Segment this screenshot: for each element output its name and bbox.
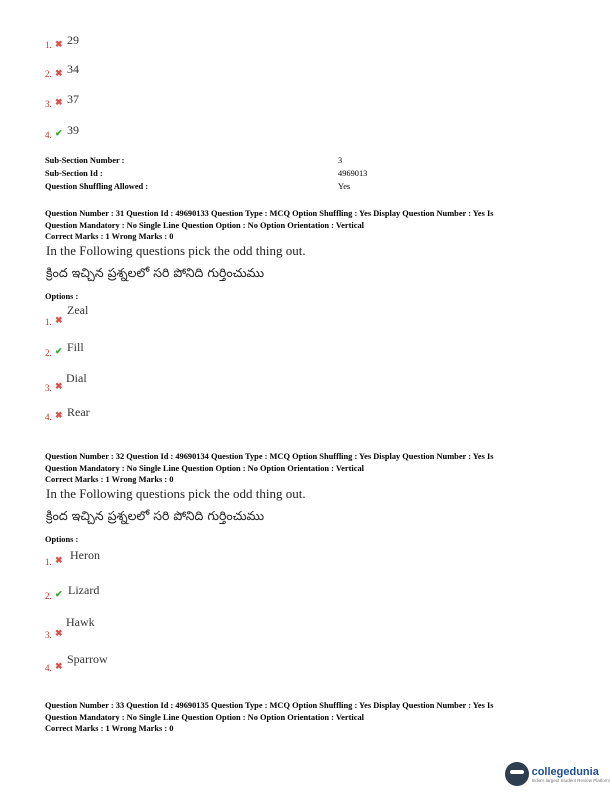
option-number: 2. — [45, 591, 52, 601]
question-text-telugu: క్రింద ఇచ్చిన ప్రశ్నలలో సరి పోనిది గుర్తించుము — [46, 265, 265, 280]
logo-text — [532, 766, 610, 783]
correct-mark-icon: ✔ — [55, 128, 63, 138]
question-text-english: In the Following questions pick the odd thing out. — [46, 243, 306, 258]
wrong-mark-icon: ✖ — [55, 381, 63, 391]
options-label: Options : — [45, 535, 79, 544]
correct-mark-icon: ✔ — [55, 346, 63, 356]
option-text: 37 — [67, 92, 79, 106]
option-number: 1. — [45, 40, 52, 50]
question-marks: Correct Marks : 1 Wrong Marks : 0 — [45, 475, 174, 484]
question-header-line: Question Mandatory : No Single Line Question Option : No Option Orientation : Vertical — [45, 712, 364, 722]
wrong-mark-icon: ✖ — [55, 661, 63, 671]
option-text: Rear — [67, 405, 90, 419]
option-number: 2. — [45, 348, 52, 358]
option-text: Fill — [67, 340, 84, 354]
option-text: Hawk — [66, 615, 95, 629]
shuffle-label: Question Shuffling Allowed : — [45, 182, 149, 191]
option-number: 4. — [45, 663, 52, 673]
question-header-line: Question Number : 32 Question Id : 49690134 Question Type : MCQ Option Shuffling : Yes Display Question Number : Yes Is — [45, 452, 494, 461]
subsection-number-label: Sub-Section Number : — [45, 156, 125, 165]
option-text: 39 — [67, 123, 79, 137]
question-header — [45, 700, 605, 735]
question-header — [45, 208, 605, 243]
option-text: 29 — [67, 33, 79, 47]
wrong-mark-icon: ✖ — [55, 97, 63, 107]
question-marks: Correct Marks : 1 Wrong Marks : 0 — [45, 724, 174, 733]
wrong-mark-icon: ✖ — [55, 39, 63, 49]
subsection-id-label: Sub-Section Id : — [45, 169, 103, 178]
question-header-line: Question Mandatory : No Single Line Question Option : No Option Orientation : Vertical — [45, 463, 364, 473]
option-number: 3. — [45, 630, 52, 640]
options-label: Options : — [45, 292, 79, 301]
wrong-mark-icon: ✖ — [55, 555, 63, 565]
wrong-mark-icon: ✖ — [55, 68, 63, 78]
question-header-line: Question Mandatory : No Single Line Question Option : No Option Orientation : Vertical — [45, 220, 364, 230]
question-text-telugu: క్రింద ఇచ్చిన ప్రశ్నలలో సరి పోనిది గుర్తించుము — [46, 508, 265, 523]
collegedunia-logo — [505, 762, 610, 786]
option-text: Heron — [70, 548, 100, 562]
option-number: 4. — [45, 412, 52, 422]
option-text: Sparrow — [67, 652, 108, 666]
question-header-line: Question Number : 31 Question Id : 49690133 Question Type : MCQ Option Shuffling : Yes Display Question Number : Yes Is — [45, 209, 494, 218]
option-number: 3. — [45, 383, 52, 393]
wrong-mark-icon: ✖ — [55, 315, 63, 325]
option-number: 3. — [45, 99, 52, 109]
option-text: Lizard — [68, 583, 100, 597]
option-number: 1. — [45, 317, 52, 327]
option-number: 2. — [45, 69, 52, 79]
question-text-english: In the Following questions pick the odd thing out. — [46, 486, 306, 501]
subsection-number-value: 3 — [338, 156, 343, 165]
shuffle-value: Yes — [338, 182, 351, 191]
question-header — [45, 451, 605, 486]
option-text: 34 — [67, 62, 79, 76]
option-text: Dial — [66, 371, 87, 385]
option-number: 1. — [45, 557, 52, 567]
logo-name: collegedunia — [531, 765, 599, 778]
wrong-mark-icon: ✖ — [55, 628, 63, 638]
option-text: Zeal — [67, 303, 89, 317]
question-header-line: Question Number : 33 Question Id : 49690135 Question Type : MCQ Option Shuffling : Yes Display Question Number : Yes Is — [45, 701, 494, 710]
logo-tagline: India's largest Student Review Platform — [531, 777, 610, 783]
mascot-icon — [505, 762, 529, 786]
correct-mark-icon: ✔ — [55, 589, 63, 599]
option-number: 4. — [45, 130, 52, 140]
subsection-id-value: 4969013 — [338, 169, 368, 178]
wrong-mark-icon: ✖ — [55, 410, 63, 420]
question-marks: Correct Marks : 1 Wrong Marks : 0 — [45, 232, 174, 241]
